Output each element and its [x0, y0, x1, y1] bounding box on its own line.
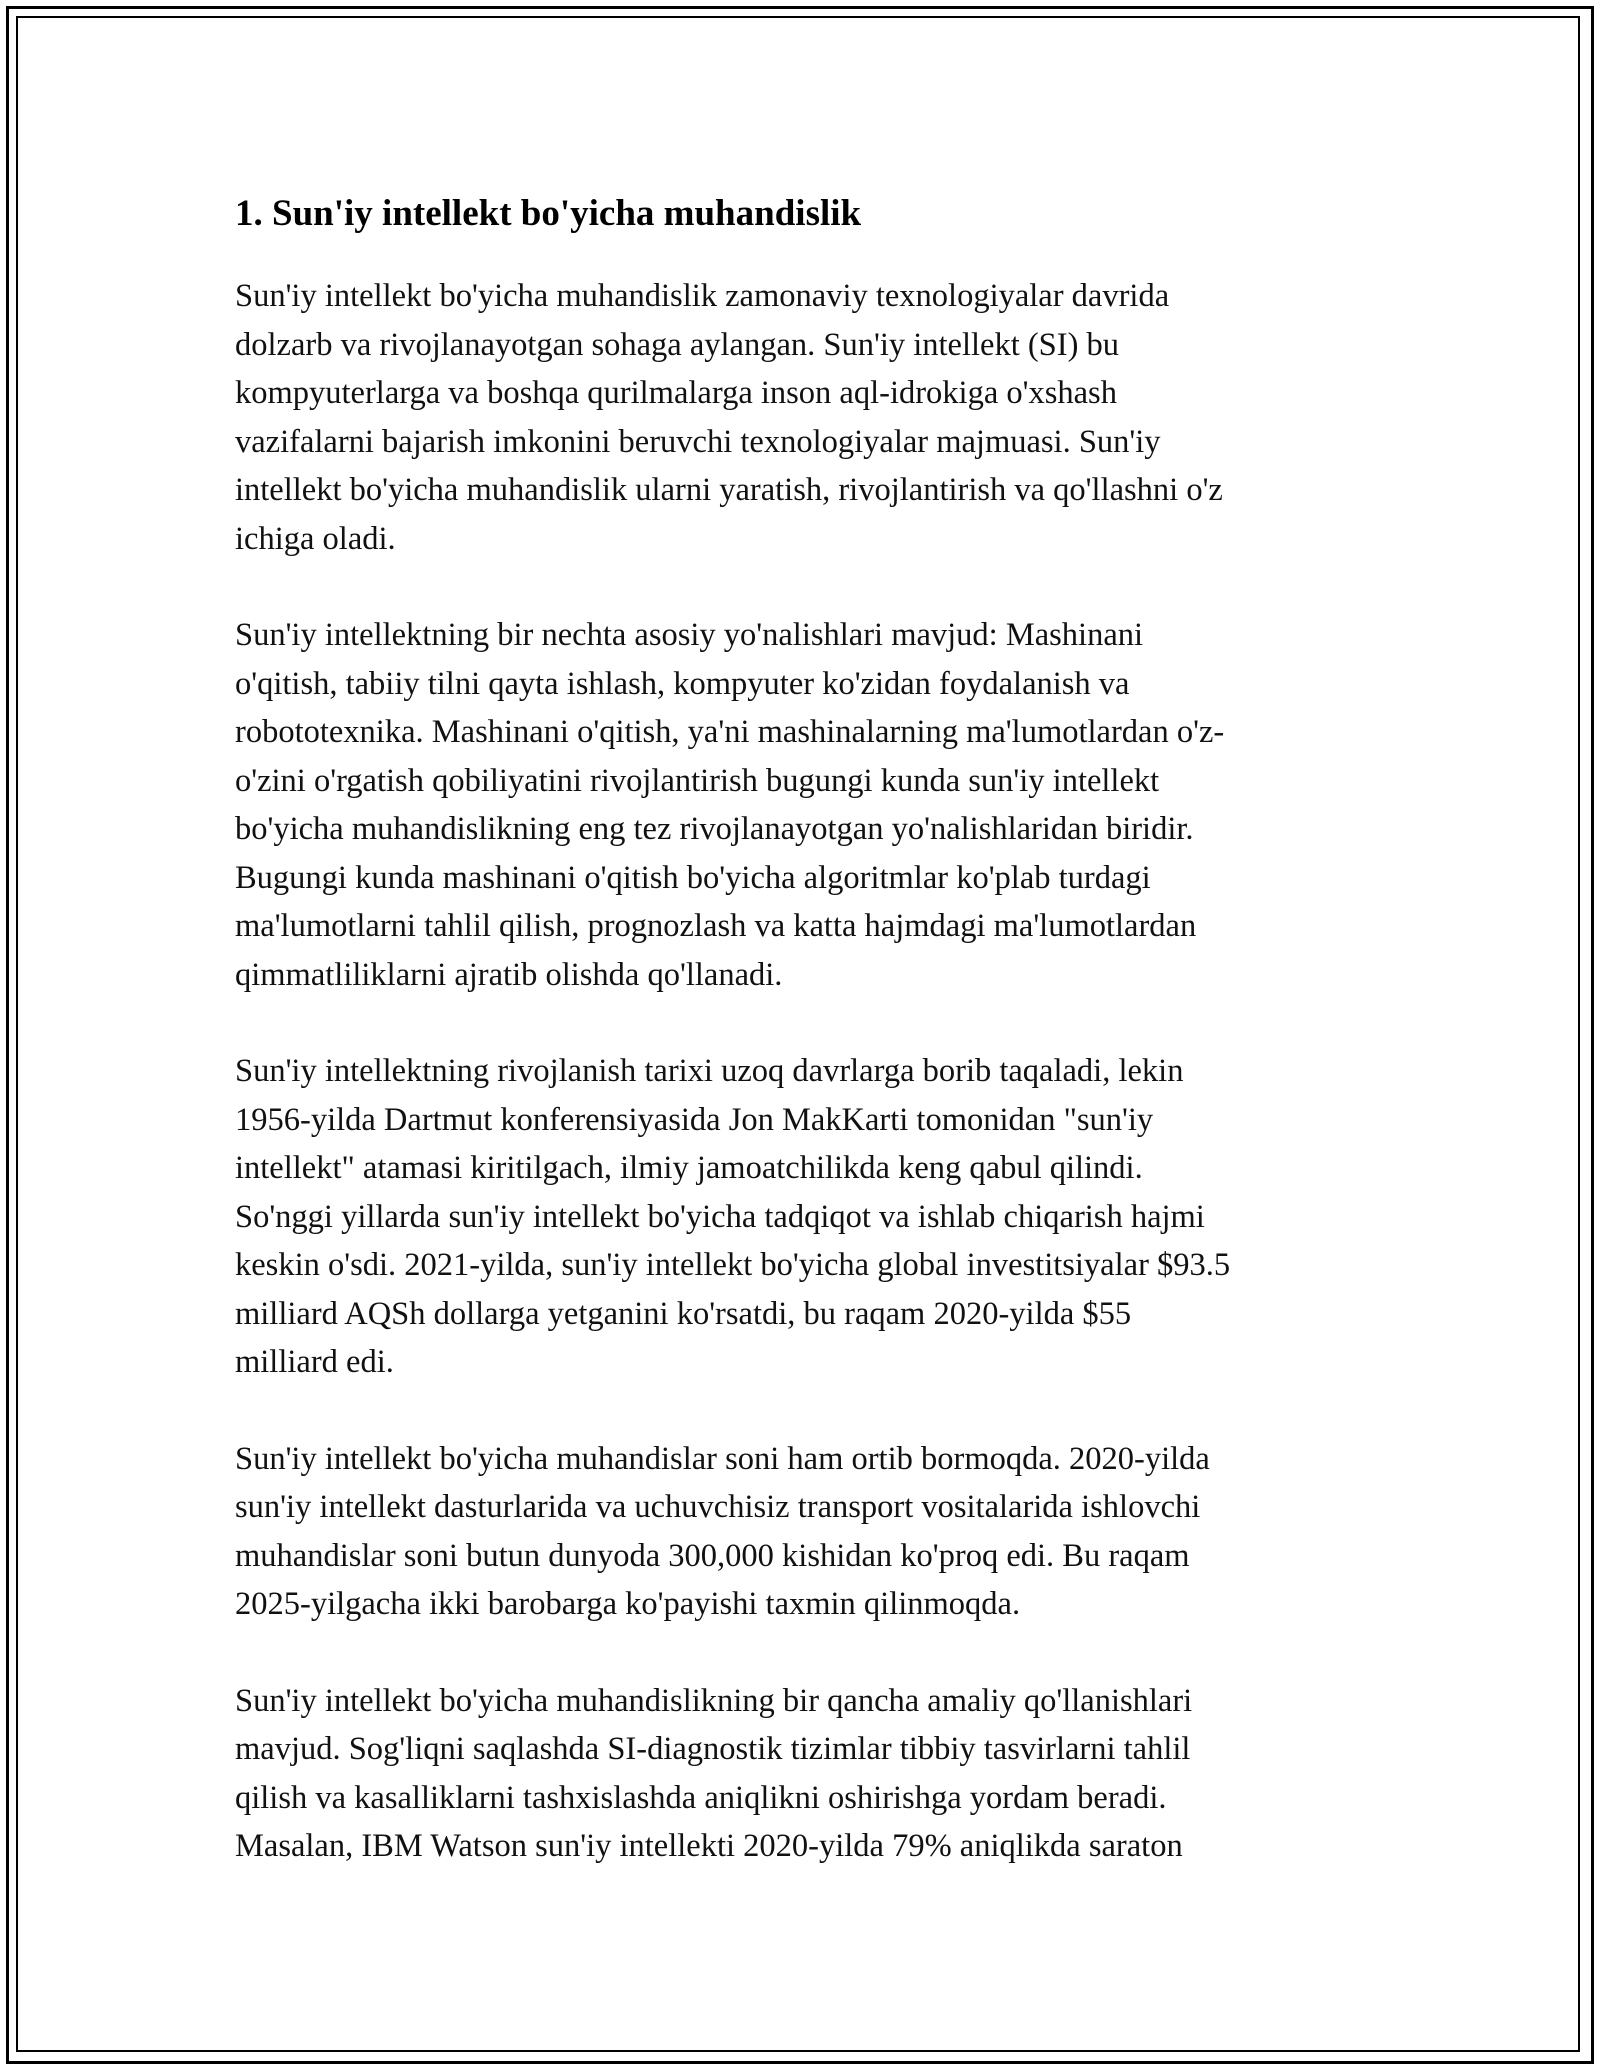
- text-line: o'zini o'rgatish qobiliyatini rivojlantirish bugungi kunda sun'iy intellekt: [235, 762, 1160, 799]
- text-line: ichiga oladi.: [235, 520, 396, 557]
- text-line: milliard AQSh dollarga yetganini ko'rsatdi, bu raqam 2020-yilda $55: [235, 1295, 1132, 1332]
- text-line: 2025-yilgacha ikki barobarga ko'payishi taxmin qilinmoqda.: [235, 1586, 1021, 1622]
- text-line: intellekt" atamasi kiritilgach, ilmiy jamoatchilikda keng qabul qilindi.: [235, 1150, 1143, 1186]
- text-line: Sun'iy intellekt bo'yicha muhandislikning bir qancha amaliy qo'llanishlari: [235, 1682, 1193, 1719]
- text-line: qimmatliliklarni ajratib olishda qo'llanadi.: [235, 956, 783, 993]
- text-line: intellekt bo'yicha muhandislik ularni yaratish, rivojlantirish va qo'llashni o'z: [235, 472, 1223, 508]
- document-body: [235, 188, 1375, 1919]
- text-line: So'nggi yillarda sun'iy intellekt bo'yicha tadqiqot va ishlab chiqarish hajmi: [235, 1198, 1205, 1235]
- paragraph-5: [235, 1677, 1375, 1871]
- text-line: sun'iy intellekt dasturlarida va uchuvchisiz transport vositalarida ishlovchi: [235, 1489, 1201, 1525]
- text-line: dolzarb va rivojlanayotgan sohaga aylangan. Sun'iy intellekt (SI) bu: [235, 326, 1120, 363]
- paragraph-4: [235, 1435, 1375, 1629]
- text-line: Sun'iy intellekt bo'yicha muhandislik zamonaviy texnologiyalar davrida: [235, 278, 1170, 314]
- text-line: kompyuterlarga va boshqa qurilmalarga inson aql-idrokiga o'xshash: [235, 375, 1117, 411]
- text-line: robototexnika. Mashinani o'qitish, ya'ni mashinalarning ma'lumotlardan o'z-: [235, 714, 1225, 750]
- text-line: Bugungi kunda mashinani o'qitish bo'yicha algoritmlar ko'plab turdagi: [235, 859, 1151, 896]
- text-line: muhandislar soni butun dunyoda 300,000 kishidan ko'proq edi. Bu raqam: [235, 1537, 1190, 1574]
- text-line: o'qitish, tabiiy tilni qayta ishlash, kompyuter ko'zidan foydalanish va: [235, 665, 1130, 702]
- text-line: Masalan, IBM Watson sun'iy intellekti 2020-yilda 79% aniqlikda saraton: [235, 1828, 1183, 1864]
- paragraph-2: [235, 611, 1375, 999]
- text-line: vazifalarni bajarish imkonini beruvchi texnologiyalar majmuasi. Sun'iy: [235, 423, 1161, 460]
- text-line: mavjud. Sog'liqni saqlashda SI-diagnostik tizimlar tibbiy tasvirlarni tahlil: [235, 1731, 1191, 1767]
- text-line: Sun'iy intellektning rivojlanish tarixi uzoq davrlarga borib taqaladi, lekin: [235, 1053, 1184, 1089]
- text-line: Sun'iy intellektning bir nechta asosiy yo'nalishlari mavjud: Mashinani: [235, 617, 1144, 653]
- text-line: bo'yicha muhandislikning eng tez rivojlanayotgan yo'nalishlaridan biridir.: [235, 811, 1194, 847]
- text-line: qilish va kasalliklarni tashxislashda aniqlikni oshirishga yordam beradi.: [235, 1779, 1167, 1816]
- section-heading: 1. Sun'iy intellekt bo'yicha muhandislik: [235, 193, 862, 234]
- text-line: milliard edi.: [235, 1344, 394, 1380]
- paragraph-1: [235, 272, 1375, 563]
- text-line: 1956-yilda Dartmut konferensiyasida Jon MakKarti tomonidan "sun'iy: [235, 1101, 1154, 1138]
- text-line: keskin o'sdi. 2021-yilda, sun'iy intellekt bo'yicha global investitsiyalar $93.5: [235, 1247, 1231, 1283]
- text-line: Sun'iy intellekt bo'yicha muhandislar soni ham ortib bormoqda. 2020-yilda: [235, 1440, 1210, 1477]
- paragraph-3: [235, 1047, 1375, 1387]
- text-line: ma'lumotlarni tahlil qilish, prognozlash va katta hajmdagi ma'lumotlardan: [235, 908, 1197, 944]
